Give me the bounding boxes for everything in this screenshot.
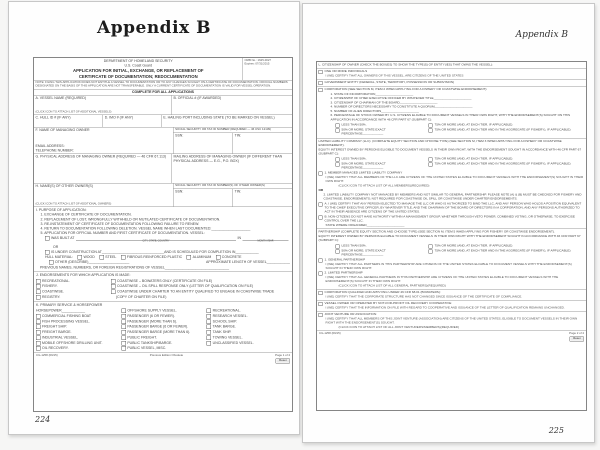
endorse-coastwise: COASTWISE. — [42, 290, 64, 294]
checkbox-pship-50more[interactable] — [336, 249, 340, 253]
checkbox-modu[interactable] — [36, 341, 41, 346]
purpose-item-4: 4. RETURN TO DOCUMENTATION FOLLOWING DELETION. VESSEL NAME WHEN LAST DOCUMENTED:____________________ — [40, 226, 251, 231]
checkbox-towing[interactable] — [207, 335, 212, 340]
reset-button[interactable]: Reset — [276, 359, 290, 364]
book-page-number-left: 224 — [35, 415, 51, 424]
corp-item-5: 5. NUMBER OF ALIEN DIRECTORS______________________ — [330, 109, 420, 113]
individuals-label: ONE OR MORE INDIVIDUALS — [324, 69, 368, 74]
form-cg1258-page2 — [316, 61, 587, 411]
material-aluminum: ALUMINUM — [192, 255, 212, 260]
reset-button-2[interactable]: Reset — [570, 337, 584, 342]
checkbox-coastwise[interactable] — [36, 290, 41, 295]
checkbox-fishery[interactable] — [36, 284, 41, 289]
checkbox-passenger-more6[interactable] — [121, 319, 126, 324]
svc-pass-barge-more6: PASSENGER BARGE (MORE THAN 6). — [127, 330, 191, 335]
field-a-label: A. VESSEL NAME (REQUIRED) — [35, 96, 87, 101]
checkbox-steel[interactable] — [99, 255, 104, 260]
checkbox-government[interactable] — [319, 81, 323, 85]
or-label-llc: OR — [318, 188, 324, 193]
checkbox-fish-processing[interactable] — [36, 319, 41, 324]
purpose-title: I. PURPOSE OF APPLICATION: — [36, 208, 87, 213]
ssn-field-2[interactable]: SSN: — [174, 189, 233, 207]
book-page-right — [302, 3, 595, 443]
form-note: NOTE: FILING THIS APPLICATION DOES NOT ENTITLE A VESSEL TO DOCUMENTATION OR TO ANY CHANGES SOUGHT ON A CERTIFICATE OF DOCUMENTATION. OFFICIAL NUMBERS DESIGNATED ON THE BASIS OF THIS APPLICATION ARE NOT TRANSFERABLE. ONLY A CURRENT CERTIFICATE OF DOCUMENTATION IS VALID FOR VESSEL OPERATION. — [34, 80, 292, 89]
svc-public-misc: PUBLIC VESSEL, MISC. — [127, 346, 167, 351]
svc-unclassified: UNCLASSIFIED VESSEL. — [212, 341, 254, 345]
form-cg1258-page1 — [33, 57, 293, 412]
row-managing-owner — [34, 127, 292, 154]
material-steel: STEEL — [105, 255, 117, 260]
checkbox-aluminum[interactable] — [187, 255, 192, 260]
svc-tank-barge: TANK BARGE. — [212, 325, 236, 329]
checkbox-bowaters[interactable] — [319, 291, 323, 295]
checkbox-llc-less50[interactable] — [336, 157, 340, 161]
checkbox-corp-50more[interactable] — [336, 128, 340, 132]
material-wood: WOOD — [83, 255, 95, 260]
other-material-label: OTHER (DESCRIBE)_____________________ — [55, 260, 130, 265]
checkbox-industrial[interactable] — [36, 335, 41, 340]
omb-number: OMB No.: 1625-0027 — [244, 59, 271, 62]
llc2b-cert: B. NON-CITIZENS DO NOT HAVE AUTHORITY WITHIN A MANAGEMENT GROUP, WHETHER THROUGH VETO POWER, COMBINED VOTING, OR OTHERWISE, TO EXERCISE CONTROL OVER THE LLC. — [324, 214, 575, 223]
endorse-recreational: RECREATIONAL. — [42, 279, 70, 283]
corp-item-3: 3. CITIZENSHIP OF CHAIRMAN OF THE BOARD______________________ — [330, 100, 438, 105]
svc-offshore-supply: OFFSHORE SUPPLY VESSEL. — [127, 309, 177, 313]
field-e-label: E. HAILING PORT INCLUDING STATE (TO BE MARKED ON VESSEL) — [163, 116, 275, 120]
checkbox-pass-barge-more6[interactable] — [121, 330, 126, 335]
checkbox-concrete[interactable] — [216, 255, 221, 260]
checkbox-unclassified[interactable] — [207, 341, 212, 346]
checkbox-frp[interactable] — [121, 255, 126, 260]
joint-venture-cert: I (WE) CERTIFY THAT ALL MEMBERS OF THIS JOINT VENTURE (ASSOCIATION) ARE CITIZENS OF THE UNITED STATES, ELIGIBLE TO DOCUMENT VESSELS IN THEIR OWN RIGHT WITH THE ENDORSEMENT(S) SOUGHT. — [325, 317, 578, 325]
checkbox-oil-spill[interactable] — [111, 284, 116, 289]
form-number: CG-1258 (09/15) — [36, 354, 58, 358]
section-endorsements — [34, 271, 292, 301]
checkbox-oil-recovery[interactable] — [36, 346, 41, 351]
checkbox-public-tankship[interactable] — [121, 341, 126, 346]
endorsements-title: J. ENDORSEMENTS FOR WHICH APPLICATION IS MADE: — [36, 273, 131, 277]
llc-less50: LESS THAN 50%. — [341, 156, 367, 161]
limited-partnership-label: 2. LIMITED PARTNERSHIP — [324, 270, 363, 275]
checkbox-llc-75agg[interactable] — [429, 162, 433, 166]
bowaters-cert: I (WE) CERTIFY THAT THE CORPORATE STRUCTURE HAS NOT CHANGED SINCE ISSUANCE OF THE CERTIFICATE OF COMPLIANCE. — [325, 294, 523, 299]
checkbox-llc2a[interactable] — [319, 202, 323, 206]
tax-id-label: SOCIAL SECURITY OR TAX ID NUMBER (REQUIRED — 46 USC 12139) — [174, 128, 292, 133]
previous-names-label: PREVIOUS NAMES, NUMBERS, OR FOREIGN REGISTRATIONS OF VESSEL_________________________________ — [40, 265, 230, 270]
agency-line1: DEPARTMENT OF HOMELAND SECURITY — [103, 59, 173, 63]
purpose-item-5: 5. APPLICATION FOR OFFICIAL NUMBER AND FIRST CERTIFICATE OF DOCUMENTATION. VESSEL: — [40, 231, 205, 236]
corp-item-1: 1. STATE OF INCORPORATION______________________ — [330, 92, 414, 96]
svc-recreational: RECREATIONAL. — [212, 309, 241, 313]
pship-75agg: 75% OR MORE (AND, AT EACH TIER AND IN THE AGGREGATE (IF FISHERY), IF APPLICABLE) — [434, 248, 571, 253]
pship-50more: 50% OR MORE; STATE EXACT PERCENTAGE____________ — [341, 248, 386, 257]
llc-equity-options — [336, 157, 585, 170]
checkbox-pship-75agg[interactable] — [429, 249, 433, 253]
corporation-label: CORPORATION (SEE SECTION M, ITEM 2 WHEN APPLYING FOR A FISHERY OR COASTWISE ENDORSEMENT): — [324, 87, 488, 92]
checkbox-offshore-supply[interactable] — [121, 309, 126, 314]
corp-less50: LESS THAN 50%. — [341, 122, 367, 127]
field-g2-label: MAILING ADDRESS OF MANAGING OWNER (IF DIFFERENT THAN PHYSICAL ADDRESS — E.G., P.O. BOX) — [173, 155, 283, 164]
section-l-title: L. CITIZENSHIP OF OWNER (CHECK THE BOX(ES) TO SHOW THE TYPE(S) OF ENTITY(IES) THAT OWNS THE VESSEL): — [318, 63, 493, 67]
checkbox-tank-barge[interactable] — [207, 325, 212, 330]
checkbox-wood[interactable] — [78, 255, 83, 260]
checkbox-corp-75agg[interactable] — [429, 128, 433, 132]
row-government — [317, 79, 586, 86]
pship-less50: LESS THAN 50%. — [341, 243, 367, 248]
attach-jv-note: (CLICK ICON TO ATTACH LIST OF ALL JOINT VENTURERS/MEMBERS)(REQUIRED) — [338, 325, 460, 330]
joint-venture-label: JOINT VENTURE OR ASSOCIATION: — [324, 312, 377, 317]
svc-modu: MOBILE OFFSHORE DRILLING UNIT. — [42, 341, 103, 345]
under-construction-label: IS UNDER CONSTRUCTION AT________________________________ — [51, 250, 165, 254]
checkbox-joint-venture[interactable] — [319, 313, 323, 317]
svc-commercial-fishing: COMMERCIAL FISHING BOAT — [42, 314, 92, 318]
member-managed-label: 1. MEMBER MANAGED LIMITED LIABILITY COMPANY — [324, 171, 403, 175]
svc-industrial: INDUSTRIAL VESSEL. — [42, 335, 79, 340]
form2-footer — [317, 331, 586, 342]
endorse-oil-spill: COASTWISE – OIL SPILL RESPONSE ONLY (LETTER OF QUALIFICATION ON FILE) — [117, 284, 254, 289]
field-a-attach-note: (CLICK ICON TO ATTACH LIST OF ADDITIONAL VESSELS) — [35, 110, 112, 114]
checkbox-registry[interactable] — [36, 295, 41, 300]
attach-partners-note: (CLICK ICON TO ATTACH LIST OF ALL GENERAL PARTNERS)(REQUIRED) — [338, 283, 446, 288]
checkbox-tank-ship[interactable] — [207, 330, 212, 335]
checkbox-llc-75tier[interactable] — [429, 157, 433, 161]
svc-pass-barge-6: PASSENGER BARGE (6 OR FEWER). — [127, 325, 189, 329]
checkbox-passenger-6[interactable] — [121, 314, 126, 319]
member-managed-cert: I (WE) CERTIFY THAT ALL MEMBERS OF THE LLC ARE CITIZENS OF THE UNITED STATES ELIGIBLE TO DOCUMENT VESSELS WITH THE ENDORSEMENT(S) SOUGHT IN THEIR OWN RIGHT. — [325, 175, 584, 184]
general-partnership-label: 1. GENERAL PARTNERSHIP — [324, 257, 366, 262]
corp-75agg: 75% OR MORE (AND, AT EACH TIER AND IN THE AGGREGATE (IF FISHERY), IF APPLICABLE) — [434, 127, 571, 132]
field-c-label: C. HULL ID # (IF ANY) — [34, 115, 103, 127]
svc-passenger-more6: PASSENGER (MORE THAN 6). — [127, 319, 177, 324]
tin-field-2[interactable]: TIN: — [234, 189, 242, 194]
llc-75tier: 75% OR MORE (AND, AT EACH TIER, IF APPLICABLE) — [434, 156, 513, 161]
phone-label: TELEPHONE NUMBER: — [35, 148, 74, 153]
oil-coop-label: VESSEL OWNED OR OPERATED BY NOT-FOR-PROFIT OIL RECOVERY COOPERATIVE: — [324, 301, 452, 305]
checkbox-oil-coop[interactable] — [319, 302, 323, 306]
llc-type2: 2. LIMITED LIABILITY COMPANY NOT MANAGED BY MEMBERS AND NOT SIMILAR TO GENERAL PARTNERSHIP. PLEASE NOTE (A) & (B) MUST BE CHECKED FOR FISHERY AND COASTWISE, ENDORSEMENTS; NOT REQUIRED FOR COASTWISE OIL SPILL OR COASTWISE UNDER CHARTER ENDORSEMENTS. — [323, 193, 582, 201]
field-g-label: G. PHYSICAL ADDRESS OF MANAGING OWNER (REQUIRED — 46 CFR 67.113) — [34, 154, 172, 183]
built-at-label: WAS BUILT AT — [51, 236, 75, 241]
row-addresses — [34, 154, 292, 184]
purpose-item-1: 1. EXCHANGE OF CERTIFICATE OF DOCUMENTATION. — [40, 213, 132, 217]
checkbox-school-ship[interactable] — [207, 319, 212, 324]
row-oil-recovery — [317, 300, 586, 311]
row-bowaters — [317, 289, 586, 300]
corp-item-2: 2. CITIZENSHIP OF CHIEF EXECUTIVE OFFICER BY WHATEVER TITLE______________________ — [330, 96, 472, 101]
corp-equity-options — [336, 123, 585, 136]
row-partnership — [317, 229, 586, 289]
or-label: OR — [53, 245, 59, 249]
checkbox-under-construction[interactable] — [45, 250, 50, 255]
built-in-field[interactable] — [243, 236, 289, 241]
checkbox-public-freight[interactable] — [121, 335, 126, 340]
purpose-item-3: 3. RE-INSTATEMENT OF CERTIFICATE OF DOCUMENTATION FOLLOWING FAILURE TO RENEW. — [40, 222, 200, 226]
checkbox-commercial-fishing[interactable] — [36, 314, 41, 319]
row-llc — [317, 138, 586, 229]
endorse-under-charter: COASTWISE UNDER CHARTER TO AN ENTITY QUALIFIED TO ENGAGE IN COASTWISE TRADE — [117, 290, 275, 294]
form1-footer — [34, 353, 292, 364]
bowaters-label: CORPORATION QUALIFIED AND APPLYING UNDER 46 CFR 68.01 (BOWATERS): — [324, 290, 441, 294]
horsepower-field[interactable]: HORSEPOWER____________ — [36, 309, 86, 313]
section-banner: COMPLETE FOR ALL APPLICATIONS — [34, 89, 292, 95]
purpose-item-2: 2. REPLACEMENT OF LOST, WRONGFULLY WITHHELD OR MUTILATED CERTIFICATE OF DOCUMENTATION. — [40, 217, 221, 222]
svc-school-ship: SCHOOL SHIP. — [212, 319, 237, 324]
service-title: K. PRIMARY SERVICE & HORSEPOWER — [36, 303, 103, 307]
llc-75agg: 75% OR MORE (AND, AT EACH TIER AND IN THE AGGREGATE (IF FISHERY), IF APPLICABLE) — [434, 161, 571, 166]
llc-50more: 50% OR MORE; STATE EXACT PERCENTAGE____________ — [341, 161, 386, 170]
individuals-cert: I (WE) CERTIFY THAT ALL OWNERS OF THIS VESSEL, ARE CITIZENS OF THE UNITED STATES — [325, 74, 464, 78]
svc-freight-barge: FREIGHT BARGE. — [42, 330, 72, 335]
row-other-owners — [34, 183, 292, 207]
llc2a-cert: A. I (WE) CERTIFY THAT ANY PERSON ELECTED TO MANAGE THE LLC OR WHO IS AUTHORIZED TO BIND THE LLC, AND ANY PERSON WHO HOLDS A POSITION EQUIVALENT TO THE CHIEF EXECUTIVE OFFICER, BY WHATEVER TITLE, AND THE CHAIRMAN OF THE BOARD OF DIRECTORS IN A CORPORATION, AND ANY PERSONS AUTHORIZED TO ACT IN THEIR ABSENCE ARE CITIZENS OF THE UNITED STATES. — [324, 201, 582, 214]
checkbox-svc-recreational[interactable] — [207, 309, 212, 314]
form-title-line1: APPLICATION FOR INITIAL, EXCHANGE, OR REPLACEMENT OF — [73, 68, 204, 74]
endorse-fishery: FISHERY. — [42, 284, 58, 289]
checkbox-member-managed[interactable] — [319, 172, 323, 176]
checkbox-bowaters-only[interactable] — [111, 279, 116, 284]
checkbox-pship-75tier[interactable] — [429, 244, 433, 248]
checkbox-was-built[interactable] — [45, 236, 50, 241]
oil-coop-cert: I (WE) CERTIFY THAT THE INFORMATION ON FILE WITH REGARD TO COOPERATIVE AND ISSUANCE OF THE LETTER OF QUALIFICATION REMAINS UNCHANGED. — [325, 306, 565, 310]
field-h-label: H. NAME(S) OF OTHER OWNER(S) — [35, 184, 93, 189]
row-individuals — [317, 68, 586, 79]
checkbox-freight-barge[interactable] — [36, 330, 41, 335]
checkbox-general-partnership[interactable] — [319, 258, 323, 262]
limited-partnership-cert: I (WE) CERTIFY THAT ALL GENERAL PARTNERS IN THIS PARTNERSHIP ARE CITIZENS OF THE UNITED STATES ELIGIBLE TO DOCUMENT VESSELS WITH THE ENDORSEMENT(S) SOUGHT IN THEIR OWN RIGHT. — [325, 275, 559, 283]
row-joint-venture — [317, 311, 586, 331]
row-hull-imo-hailing — [34, 115, 292, 128]
section-service — [34, 301, 292, 352]
field-d-label: D. IMO # (IF ANY) — [103, 115, 162, 127]
endorse-bowaters: COASTWISE – BOWATERS ONLY (CERTIFICATE ON FILE) — [117, 279, 213, 283]
checkbox-llc-50more[interactable] — [336, 162, 340, 166]
field-b-label: B. OFFICIAL # (IF AWARDED) — [173, 96, 222, 101]
page-indicator-2: Page 2 of 4 — [569, 332, 584, 336]
partnership-heading: PARTNERSHIP (COMPLETE EQUITY SECTION AND CHOOSE TYPE) (SEE SECTION M, ITEM 5 WHEN APPLYING FOR FISHERY OR COASTWISE ENDORSEMENT). — [318, 230, 555, 234]
checkbox-recreational[interactable] — [36, 279, 41, 284]
completion-label: AND IS SCHEDULED FOR COMPLETION IN____________ — [164, 250, 259, 254]
state-organized-field[interactable]: STATE WHERE ORGANIZED______________________ — [325, 223, 405, 228]
checkbox-other-material[interactable] — [49, 260, 54, 265]
attach-members-note: (CLICK ICON TO ATTACH LIST OF ALL MEMBERS)(REQUIRED) — [338, 184, 430, 188]
checkbox-public-misc[interactable] — [121, 346, 126, 351]
book-page-left — [8, 1, 300, 435]
svc-towing: TOWING VESSEL. — [212, 335, 243, 340]
form-title-line2: CERTIFICATE OF DOCUMENTATION; REDOCUMENTATION — [78, 73, 198, 79]
corp-item-4: 4. NUMBER OF DIRECTORS NECESSARY TO CONSTITUTE A QUORUM______________________ — [330, 105, 473, 109]
svc-tank-ship: TANK SHIP. — [212, 330, 232, 335]
field-f-label: F. NAME OF MANAGING OWNER — [35, 128, 90, 133]
material-concrete: CONCRETE — [221, 255, 242, 260]
svc-freight-ship: FREIGHT SHIP. — [42, 325, 67, 329]
checkbox-under-charter[interactable] — [111, 290, 116, 295]
checkbox-individuals[interactable] — [319, 70, 323, 74]
page-title: Appendix B — [97, 18, 211, 38]
built-at-caption: CITY, STATE, COUNTRY — [142, 240, 170, 243]
checkbox-corporation[interactable] — [319, 88, 323, 92]
corp-75tier: 75% OR MORE (AND, AT EACH TIER, IF APPLICABLE) — [434, 122, 513, 127]
material-frp: FIBROUS REINFORCED PLASTIC — [126, 255, 183, 260]
page-indicator: Page 1 of 4 — [275, 354, 290, 358]
charter-copy-note: (COPY OF CHARTER ON FILE) — [116, 295, 167, 299]
edition-note: Previous Edition Obsolete — [149, 354, 184, 358]
built-at-field[interactable] — [76, 236, 236, 241]
hull-material-label: HULL MATERIAL: — [45, 255, 74, 260]
svc-research: RESEARCH VESSEL. — [212, 314, 248, 318]
length-label: APPROXIMATE LENGTH OF VESSEL____________ — [206, 260, 290, 265]
section-purpose — [34, 207, 292, 272]
corp-50more: 50% OR MORE; STATE EXACT PERCENTAGE____________ — [341, 127, 386, 136]
other-owner-tax-label: SOCIAL SECURITY OR TAX ID NUMBER(S) OF OTHER OWNER(S) — [174, 184, 292, 189]
form-number-2: CG-1258 (09/15) — [319, 332, 341, 336]
checkbox-pass-barge-6[interactable] — [121, 325, 126, 330]
checkbox-pship-less50[interactable] — [336, 244, 340, 248]
checkbox-research[interactable] — [207, 314, 212, 319]
checkbox-limited-partnership[interactable] — [319, 271, 323, 275]
endorse-registry: REGISTRY. — [42, 295, 61, 299]
svc-fish-processing: FISH PROCESSING VESSEL. — [42, 319, 90, 324]
svc-passenger-6: PASSENGER (6 OR FEWER). — [127, 314, 175, 318]
llc-equity-para: EQUITY INTEREST OWNED BY PERSONS ELIGIBLE TO DOCUMENT VESSELS IN THEIR OWN RIGHT, WITH THE ENDORSEMENT SOUGHT IN ACCORDANCE WITH 46 CFR PART 67 (SUBPART C): — [318, 147, 582, 156]
partnership-equity-options — [336, 244, 585, 257]
built-in-caption: MONTH/YEAR — [257, 240, 274, 243]
checkbox-llc2b[interactable] — [319, 215, 323, 219]
omb-expires: Expires: 07/31/2015 — [244, 62, 270, 66]
pship-75tier: 75% OR MORE (AND, AT EACH TIER, IF APPLICABLE) — [434, 243, 513, 248]
field-h-attach-note: (CLICK ICON TO ATTACH LIST OF ADDITIONAL OWNERS) — [35, 202, 112, 206]
general-partnership-cert: I (WE) CERTIFY THAT ALL PARTNERS IN THIS PARTNERSHIP ARE CITIZENS OF THE UNITED STATES ELIGIBLE TO DOCUMENT VESSELS WITH THE ENDORSEMENT(S) SOUGHT IN THEIR OWN RIGHT. — [325, 262, 572, 270]
book-page-number-right: 225 — [548, 426, 564, 435]
running-header: Appendix B — [515, 30, 568, 40]
svc-oil-recovery: OIL RECOVERY. — [42, 346, 69, 351]
email-label: EMAIL ADDRESS: — [35, 144, 65, 148]
checkbox-corp-75tier[interactable] — [429, 123, 433, 127]
row-vessel-official — [34, 95, 292, 115]
built-in-label: IN — [237, 236, 241, 241]
corp-item-6: 6. PERCENTAGE OF STOCK OWNED BY U.S. CITIZENS ELIGIBLE TO DOCUMENT VESSELS IN THEIR OWN RIGHT, WITH THE ENDORSEMENT(S) SOUGHT ON THIS APPLICATION IN ACCORDANCE WITH 46 CFR PART 67 (SUBPART C): — [330, 113, 571, 122]
form-header — [34, 58, 292, 80]
row-corporation — [317, 86, 586, 138]
agency-line2: U.S. Coast Guard — [124, 64, 153, 68]
tin-field[interactable]: TIN: — [234, 133, 242, 138]
llc-heading: LIMITED LIABILITY COMPANY (LLC): (COMPLETE EQUITY SECTION AND CHOOSE TYPE) (SEE SECTION M, ITEM 3 WHEN APPLYING FOR A FISHERY OR COASTWISE ENDORSEMENT). — [318, 139, 562, 147]
checkbox-corp-less50[interactable] — [336, 123, 340, 127]
ssn-field[interactable]: SSN: — [174, 133, 233, 154]
government-label: GOVERNMENT ENTITY (FEDERAL, STATE, TERRITORY, POSSESSION OR SUBDIVISION) — [324, 80, 455, 85]
svc-public-freight: PUBLIC FREIGHT. — [127, 335, 157, 340]
partnership-equity-para: EQUITY INTEREST OWNED BY PERSONS ELIGIBLE TO DOCUMENT VESSELS IN THEIR OWN RIGHT WITH THE ENDORSEMENT SOUGHT IN ACCORDANCE WITH 46 CFR PART 67 (SUBPART C): — [318, 234, 581, 243]
checkbox-freight-ship[interactable] — [36, 325, 41, 330]
svc-public-tankship: PUBLIC TANKSHIP/BARGE. — [127, 341, 173, 345]
